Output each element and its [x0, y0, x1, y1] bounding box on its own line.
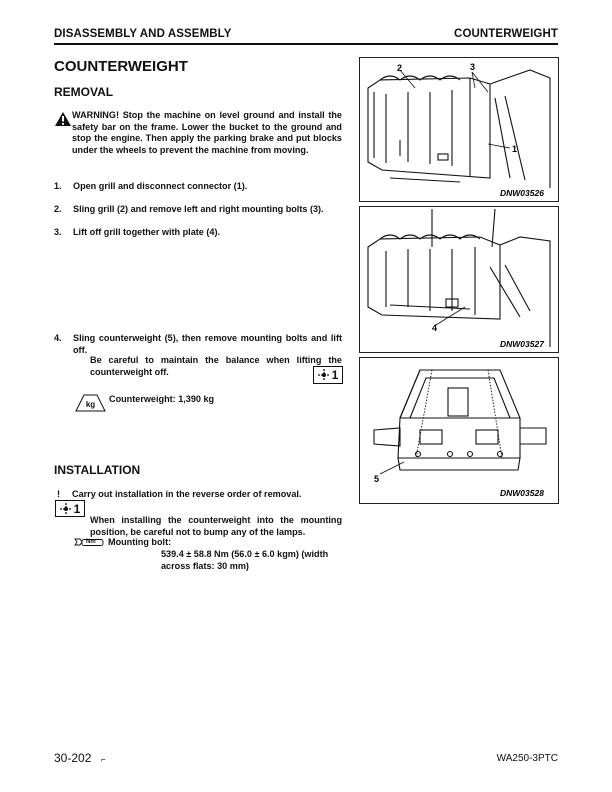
- step-4-number: 4.: [54, 333, 62, 343]
- section-header-right: COUNTERWEIGHT: [454, 28, 558, 40]
- counterweight-weight: Counterweight: 1,390 kg: [109, 394, 215, 404]
- figure-id: DNW03527: [500, 339, 544, 349]
- header-rule: [54, 43, 558, 45]
- figure-id: DNW03528: [500, 488, 544, 498]
- step-2-number: 2.: [54, 204, 62, 214]
- caution-icon: !: [57, 489, 61, 499]
- step-4-note: Be careful to maintain the balance when lifting the counterweight off.: [90, 355, 342, 377]
- step-2-text: Sling grill (2) and remove left and right mounting bolts (3).: [73, 204, 324, 214]
- warning-icon: [55, 112, 71, 126]
- torque-wrench-icon: [74, 537, 104, 548]
- mounting-bolt-label: Mounting bolt:: [108, 537, 172, 547]
- step-1-number: 1.: [54, 181, 62, 191]
- section-header-left: DISASSEMBLY AND ASSEMBLY: [54, 28, 232, 40]
- weight-icon-label: kg: [85, 400, 96, 409]
- cross-gear-icon: [318, 369, 330, 381]
- figure-grill-plate: [359, 206, 559, 353]
- installation-note: When installing the counterweight into the mounting position, be careful not to bump any of the lamps.: [90, 515, 342, 537]
- figure-id: DNW03526: [500, 188, 544, 198]
- callout-2: 2: [397, 63, 403, 73]
- procedure-badge: [313, 366, 343, 384]
- warning-text: WARNING! Stop the machine on level ground and install the safety bar on the frame. Lower the bucket to the ground and stop the engine. Then apply the parking brake and put blocks under the wheels to prevent the machine from moving.: [72, 110, 342, 155]
- step-4-text: Sling counterweight (5), then remove mounting bolts and lift off.: [73, 333, 342, 355]
- callout-3: 3: [470, 62, 476, 72]
- page-number: 30-202: [54, 751, 92, 765]
- step-3-number: 3.: [54, 227, 62, 237]
- footer-mark: ⌐: [101, 755, 106, 764]
- cross-gear-icon: [60, 503, 72, 515]
- torque-value: 539.4 ± 58.8 Nm (56.0 ± 6.0 kgm) (width across flats: 30 mm): [161, 549, 329, 571]
- badge-number: 1: [73, 501, 81, 516]
- figure-grill-connector: [359, 57, 559, 202]
- model-code: WA250-3PTC: [496, 753, 558, 764]
- step-3-text: Lift off grill together with plate (4).: [73, 227, 221, 237]
- callout-1: 1: [512, 144, 518, 154]
- step-1-text: Open grill and disconnect connector (1).: [73, 181, 248, 191]
- weight-icon: [74, 394, 107, 412]
- figure-counterweight: [359, 357, 559, 504]
- installation-badge: [55, 500, 85, 517]
- removal-heading: REMOVAL: [54, 85, 114, 99]
- badge-number: 1: [331, 368, 339, 382]
- installation-line-1: Carry out installation in the reverse order of removal.: [72, 489, 302, 499]
- callout-5: 5: [374, 474, 380, 484]
- callout-4: 4: [432, 323, 438, 333]
- torque-icon-label: Nm: [86, 539, 96, 545]
- installation-heading: INSTALLATION: [54, 463, 141, 477]
- page-title: COUNTERWEIGHT: [54, 58, 188, 75]
